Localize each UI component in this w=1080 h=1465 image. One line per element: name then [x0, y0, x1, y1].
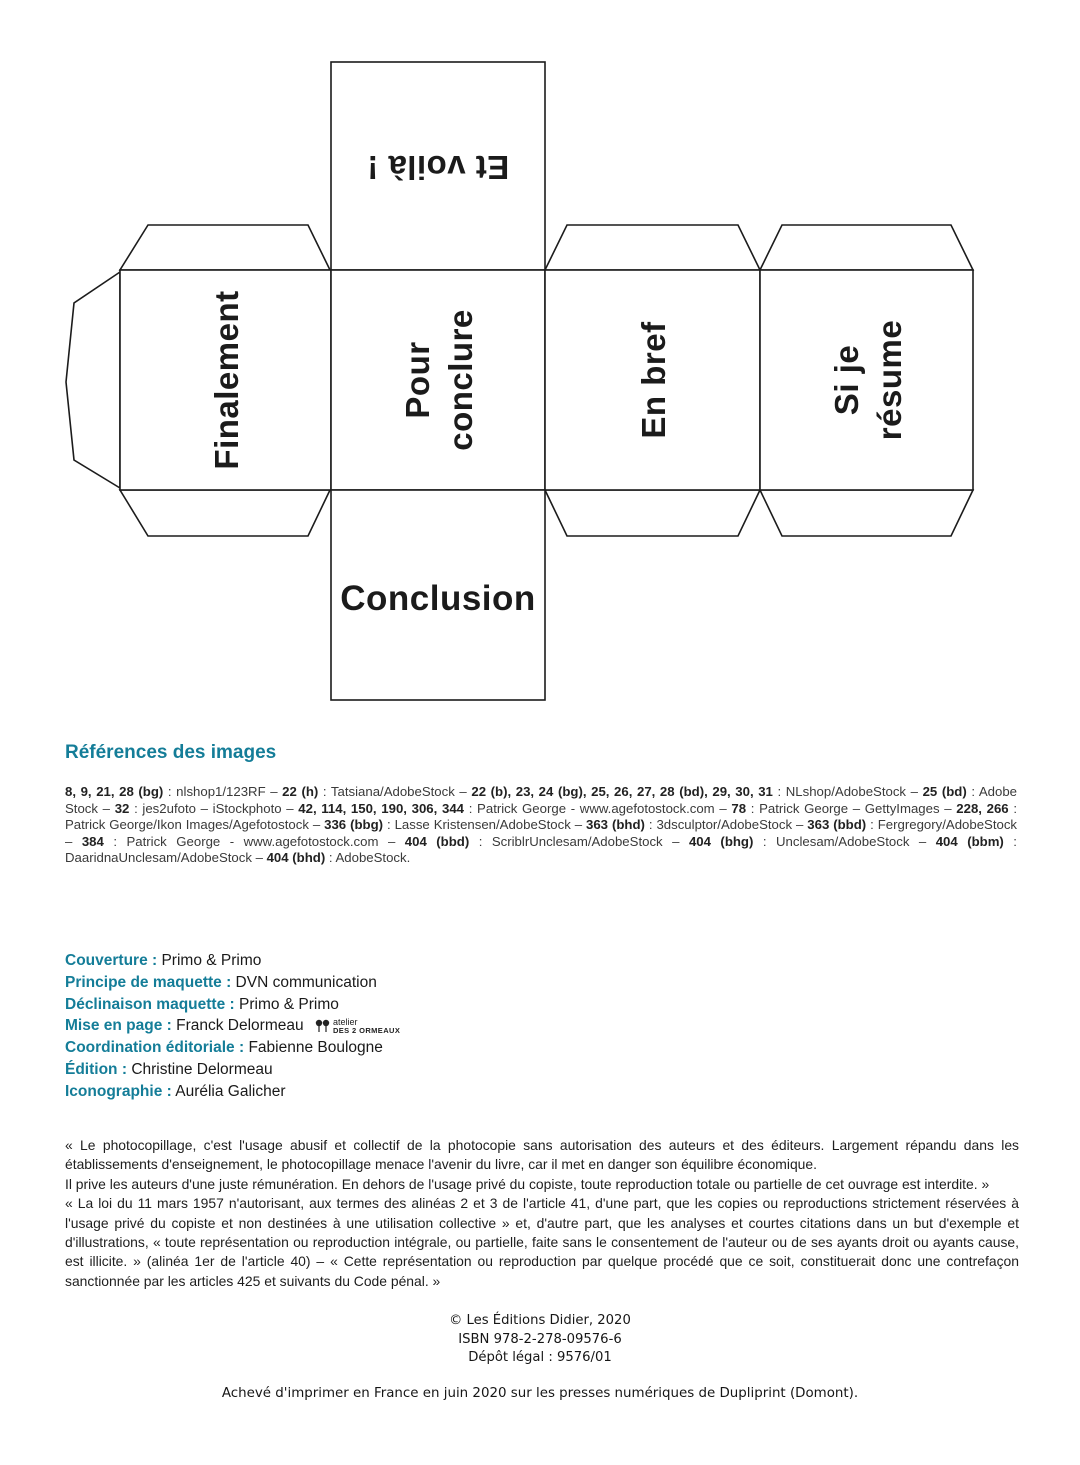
depot-legal-line: Dépôt légal : 9576/01 — [468, 1350, 612, 1365]
credit-label: Principe de maquette : — [65, 973, 232, 991]
flap-top-si-je-resume — [760, 225, 973, 270]
isbn-line: ISBN 978-2-278-09576-6 — [458, 1331, 622, 1347]
credit-label: Coordination éditoriale : — [65, 1039, 245, 1057]
face-label-conclusion: Conclusion — [340, 579, 536, 618]
credit-value: Franck Delormeau — [176, 1017, 304, 1035]
face-label-finalement: Finalement — [208, 290, 245, 470]
references-title: Références des images — [65, 742, 277, 763]
atelier-logo-line2: DES 2 ORMEAUX — [332, 1026, 401, 1036]
credit-label: Mise en page : — [65, 1017, 172, 1035]
credit-edition — [65, 1059, 400, 1081]
atelier-des-2-ormeaux-logo — [315, 1018, 400, 1035]
face-label-resume: résume — [871, 319, 908, 441]
copyright-line: © Les Éditions Didier, 2020 — [449, 1313, 631, 1328]
credit-principe-maquette — [65, 972, 400, 994]
flap-left-finalement — [66, 272, 120, 488]
face-label-conclure: conclure — [442, 309, 479, 451]
credit-coordination-editoriale — [65, 1037, 400, 1059]
flap-bottom-si-je-resume — [760, 490, 973, 536]
face-label-si-je: Si je — [828, 344, 865, 416]
credit-value: Fabienne Boulogne — [248, 1039, 383, 1057]
legal-paragraph-3: « La loi du 11 mars 1957 n'autorisant, aux termes des alinéas 2 et 3 de l'article 41, d'une part, que les copies ou reproductions strictement réservées à l'usage privé du copiste et non destinées à une utilisation collective » et, d'autre part, que les analyses et courtes citations dans un but d'exemple et d'illustrations, « toute représentation ou reproduction intégrale, ou partielle, faite sans le consentement de l'auteur ou de ses ayants droit ou ayants cause, est illicite. » (alinéa 1er de l'article 40) – « Cette représentation ou reproduction par quelque procédé que ce soit, constituerait donc une contrefaçon sanctionnée par les articles 425 et suivants du Code pénal. » — [65, 1195, 1019, 1289]
atelier-logo-text — [333, 1018, 400, 1035]
face-si-je-resume — [760, 270, 973, 490]
credit-declinaison-maquette — [65, 994, 400, 1016]
flap-bottom-finalement — [120, 490, 330, 536]
credit-mise-en-page — [65, 1015, 400, 1037]
trees-icon — [315, 1018, 330, 1034]
face-label-pour: Pour — [399, 341, 436, 419]
flap-top-en-bref — [545, 225, 760, 270]
credit-value: Christine Delormeau — [131, 1060, 273, 1078]
face-label-et-voila: Et voilà ! — [366, 149, 510, 186]
credit-iconographie — [65, 1081, 400, 1103]
references-text: 8, 9, 21, 28 (bg) : nlshop1/123RF – 22 (h) : Tatsiana/AdobeStock – 22 (b), 23, 24 (bg), 25, 26, 27, 28 (bd), 29, 30, 31 : NLshop/AdobeStock – 25 (bd) : Adobe Stock – 32 : jes2ufoto – iStockphoto – 42, 114, 150, 190, 306, 344 : Patrick George - www.agefotostock.com – 78 : Patrick George – GettyImages – 228, 266 : Patrick George/Ikon Images/Agefotostock – 336 (bbg) : Lasse Kristensen/AdobeStock – 363 (bhd) : 3dsculptor/AdobeStock – 363 (bbd) : Fergregory/AdobeStock – 384 : Patrick George - www.agefotostock.com – 404 (bbd) : ScriblrUnclesam/AdobeStock – 404 (bhg) : Unclesam/AdobeStock – 404 (bbm) : DaaridnaUnclesam/AdobeStock – 404 (bhd) : AdobeStock. — [65, 784, 1018, 866]
production-credits — [65, 950, 400, 1103]
legal-notice — [65, 1136, 1019, 1291]
cube-net — [0, 0, 1080, 712]
credit-value: Aurélia Galicher — [175, 1082, 286, 1100]
credit-label: Iconographie : — [65, 1082, 172, 1100]
legal-paragraph-1: « Le photocopillage, c'est l'usage abusif et collectif de la photocopie sans autorisation des auteurs et des éditeurs. Largement répandu dans les établissements d'enseignement, le photocopillage menace l'avenir du livre, car il met en danger son équilibre économique. — [65, 1137, 1019, 1173]
flap-top-finalement — [120, 225, 330, 270]
legal-paragraph-2: Il prive les auteurs d'une juste rémunération. En dehors de l'usage privé du copiste, toute reproduction totale ou partielle de cet ouvrage est interdite. » — [65, 1175, 990, 1192]
atelier-logo-line1: atelier — [332, 1017, 358, 1028]
credit-label: Déclinaison maquette : — [65, 995, 235, 1013]
credit-couverture — [65, 950, 400, 972]
face-label-en-bref: En bref — [635, 321, 672, 439]
credit-label: Édition : — [65, 1060, 127, 1078]
image-references-section — [65, 742, 1017, 867]
credit-label: Couverture : — [65, 952, 158, 969]
publisher-footer — [0, 1312, 1080, 1368]
face-pour-conclure — [331, 270, 545, 490]
printer-line: Achevé d'imprimer en France en juin 2020 sur les presses numériques de Dupliprint (Domont). — [221, 1386, 859, 1401]
credit-value: Primo & Primo — [239, 995, 339, 1013]
credit-value: DVN communication — [235, 973, 377, 991]
credit-value: Primo & Primo — [161, 952, 262, 969]
flap-bottom-en-bref — [545, 490, 760, 536]
